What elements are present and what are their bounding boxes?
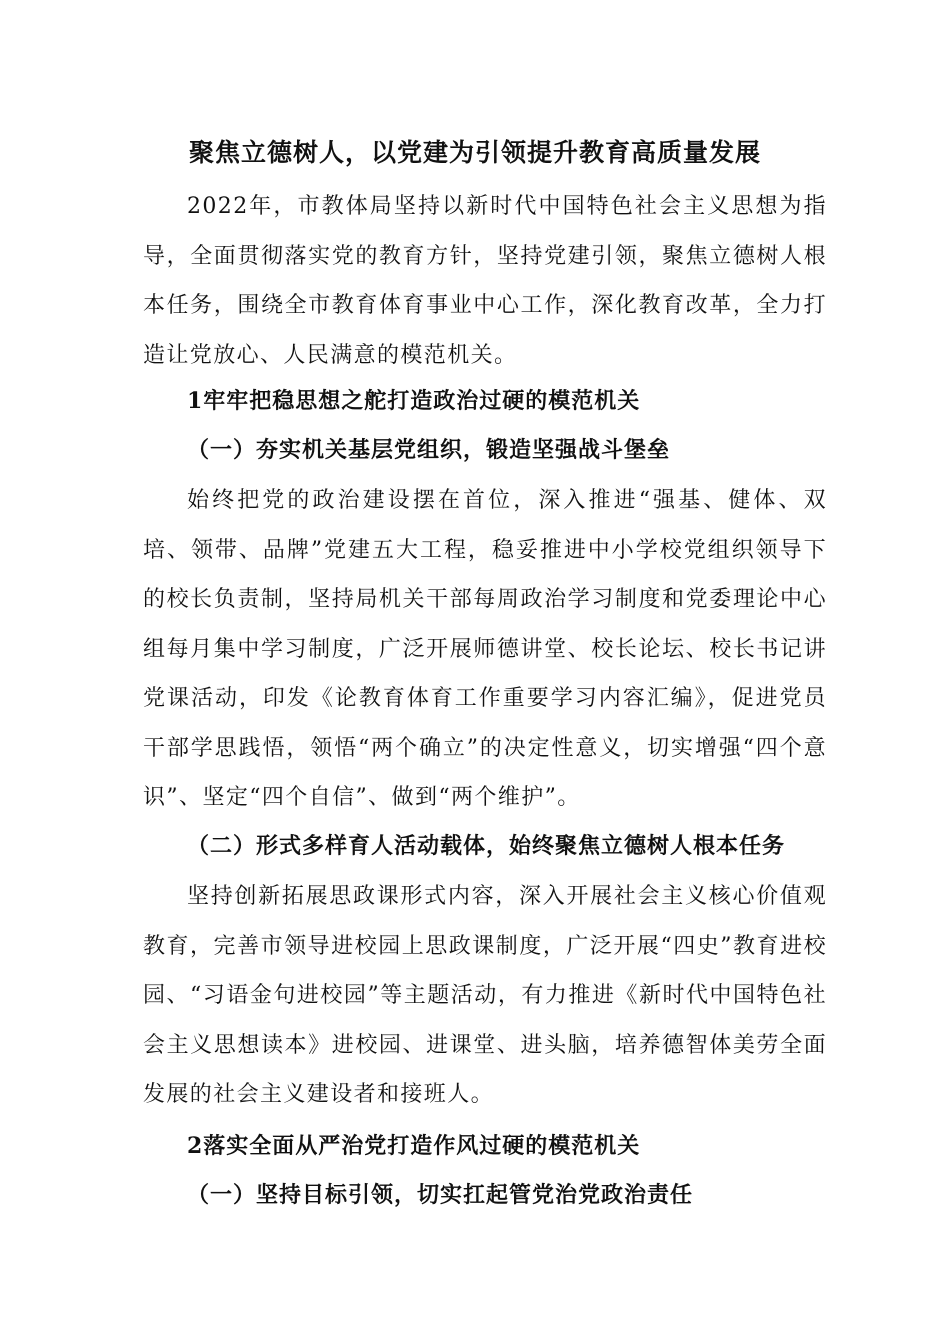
document-title: 聚焦立德树人，以党建为引领提升教育高质量发展 (188, 138, 761, 167)
intro-paragraph: 2022年，市教体局坚持以新时代中国特色社会主义思想为指导，全面贯彻落实党的教育方针，坚持党建引领，聚焦立德树人根本任务，围绕全市教育体育事业中心工作，深化教育改革，全力打造让党放心、人民满意的模范机关。 (143, 194, 827, 368)
section-2-sub-1-heading: （一）坚持目标引领，切实扛起管党治党政治责任 (187, 1182, 694, 1208)
section-2-heading: 2落实全面从严治党打造作风过硬的模范机关 (187, 1133, 641, 1159)
section-1-heading: 1牢牢把稳思想之舵打造政治过硬的模范机关 (187, 388, 641, 414)
section-1-sub-2-body: 坚持创新拓展思政课形式内容，深入开展社会主义核心价值观教育，完善市领导进校园上思政课制度，广泛开展“四史”教育进校园、“习语金句进校园”等主题活动，有力推进《新时代中国特色社会主义思想读本》进校园、进课堂、进头脑，培养德智体美劳全面发展的社会主义建设者和接班人。 (143, 884, 827, 1107)
section-1-sub-1-body: 始终把党的政治建设摆在首位，深入推进“强基、健体、双培、领带、品牌”党建五大工程，稳妥推进中小学校党组织领导下的校长负责制，坚持局机关干部每周政治学习制度和党委理论中心组每月集中学习制度，广泛开展师德讲堂、校长论坛、校长书记讲党课活动，印发《论教育体育工作重要学习内容汇编》，促进党员干部学思践悟，领悟“两个确立”的决定性意义，切实增强“四个意识”、坚定“四个自信”、做到“两个维护”。 (143, 488, 827, 810)
section-1-sub-1-heading: （一）夯实机关基层党组织，锻造坚强战斗堡垒 (187, 437, 671, 463)
section-1-sub-2-heading: （二）形式多样育人活动载体，始终聚焦立德树人根本任务 (187, 833, 786, 859)
